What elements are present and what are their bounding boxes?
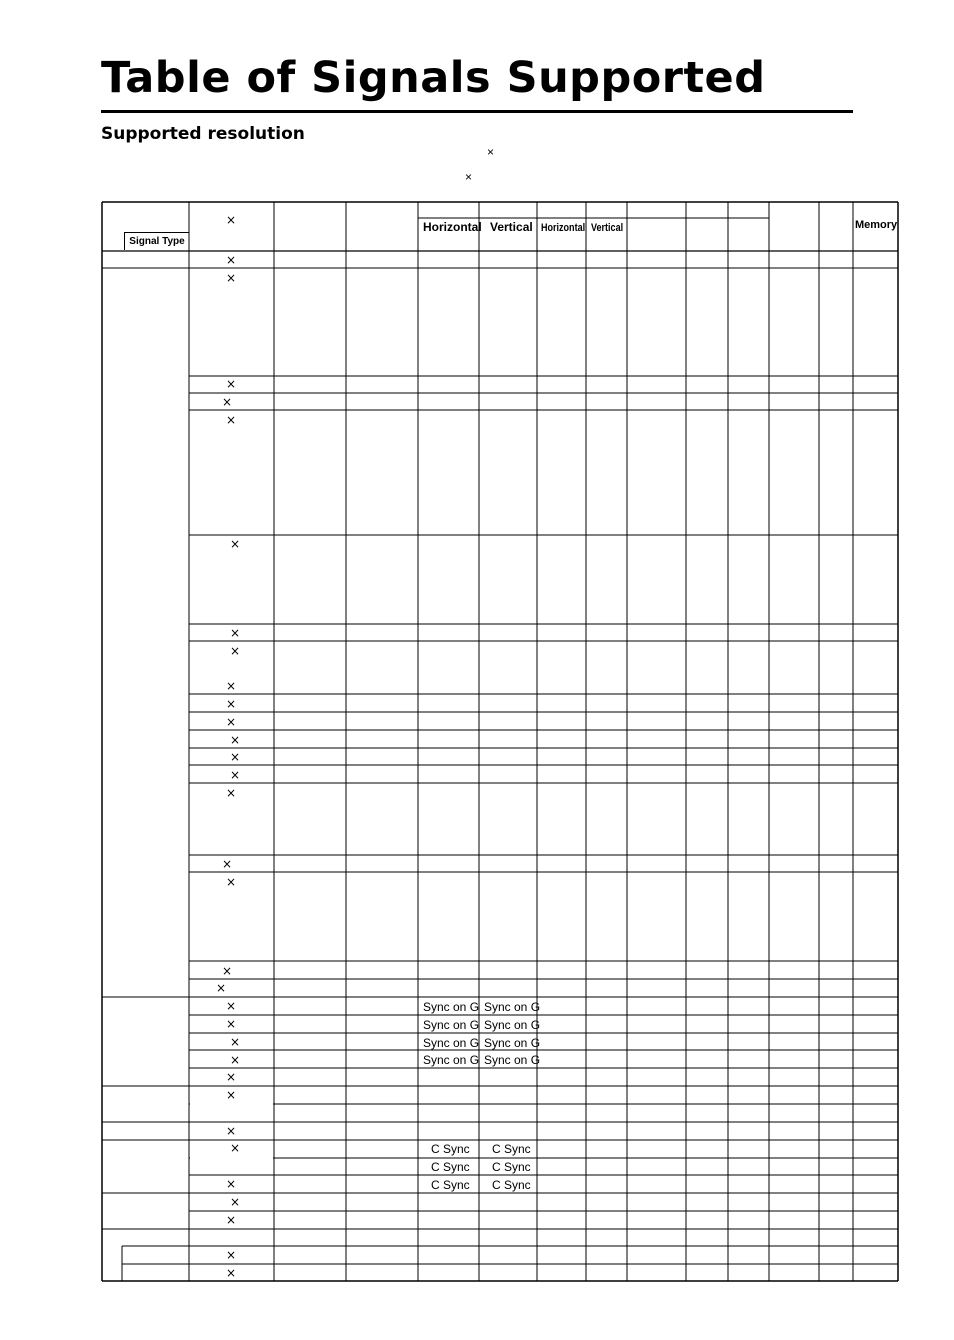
merged-cell-mask bbox=[190, 1103, 273, 1105]
row-times-mark: × bbox=[230, 768, 241, 782]
row-times-mark: × bbox=[226, 253, 237, 267]
header-signal-type: Signal Type bbox=[124, 232, 189, 250]
sync-cell: Sync on G bbox=[484, 1018, 541, 1032]
sync-cell: C Sync bbox=[492, 1142, 531, 1156]
header-vertical: Vertical bbox=[490, 220, 533, 234]
row-times-mark: × bbox=[222, 964, 233, 978]
sync-cell: C Sync bbox=[492, 1178, 531, 1192]
row-times-mark: × bbox=[222, 857, 233, 871]
row-times-mark: × bbox=[230, 1141, 241, 1155]
note-times-mark-1: × bbox=[487, 145, 495, 159]
row-times-mark: × bbox=[230, 733, 241, 747]
row-times-mark: × bbox=[230, 750, 241, 764]
sync-cell: C Sync bbox=[492, 1160, 531, 1174]
header-memory: Memory bbox=[855, 219, 898, 231]
row-times-mark: × bbox=[230, 1035, 241, 1049]
merged-cell-mask bbox=[190, 1157, 273, 1159]
sync-cell: Sync on G bbox=[423, 1018, 480, 1032]
sync-cell: Sync on G bbox=[423, 1053, 480, 1067]
row-times-mark: × bbox=[226, 786, 237, 800]
sync-cell: Sync on G bbox=[423, 1000, 480, 1014]
row-times-mark: × bbox=[226, 999, 237, 1013]
row-times-mark: × bbox=[226, 1124, 237, 1138]
row-times-mark: × bbox=[226, 1017, 237, 1031]
row-times-mark: × bbox=[226, 377, 237, 391]
row-times-mark: × bbox=[226, 413, 237, 427]
header-horizontal: Horizontal bbox=[423, 220, 482, 234]
sync-cell: Sync on G bbox=[423, 1036, 480, 1050]
row-times-mark: × bbox=[216, 981, 227, 995]
row-times-mark: × bbox=[230, 537, 241, 551]
row-times-mark: × bbox=[226, 1266, 237, 1280]
sync-cell: Sync on G bbox=[484, 1053, 541, 1067]
row-times-mark: × bbox=[226, 1088, 237, 1102]
sync-cell: C Sync bbox=[431, 1142, 470, 1156]
section-subtitle: Supported resolution bbox=[101, 124, 305, 144]
row-times-mark: × bbox=[226, 1070, 237, 1084]
note-times-mark-2: × bbox=[465, 170, 473, 184]
row-times-mark: × bbox=[226, 271, 237, 285]
row-times-mark: × bbox=[226, 1248, 237, 1262]
sync-cell: Sync on G bbox=[484, 1000, 541, 1014]
header-times-mark: × bbox=[226, 213, 237, 227]
row-times-mark: × bbox=[222, 395, 233, 409]
row-times-mark: × bbox=[226, 679, 237, 693]
page-title: Table of Signals Supported bbox=[101, 53, 766, 103]
row-times-mark: × bbox=[226, 875, 237, 889]
row-times-mark: × bbox=[230, 1195, 241, 1209]
row-times-mark: × bbox=[226, 697, 237, 711]
row-times-mark: × bbox=[230, 1053, 241, 1067]
sync-cell: C Sync bbox=[431, 1160, 470, 1174]
header-vertical-small: Vertical bbox=[591, 222, 624, 234]
sync-cell: C Sync bbox=[431, 1178, 470, 1192]
row-times-mark: × bbox=[230, 626, 241, 640]
row-times-mark: × bbox=[226, 1213, 237, 1227]
header-horizontal-small: Horizontal bbox=[541, 222, 586, 234]
row-times-mark: × bbox=[226, 1177, 237, 1191]
row-times-mark: × bbox=[226, 715, 237, 729]
row-times-mark: × bbox=[230, 644, 241, 658]
sync-cell: Sync on G bbox=[484, 1036, 541, 1050]
